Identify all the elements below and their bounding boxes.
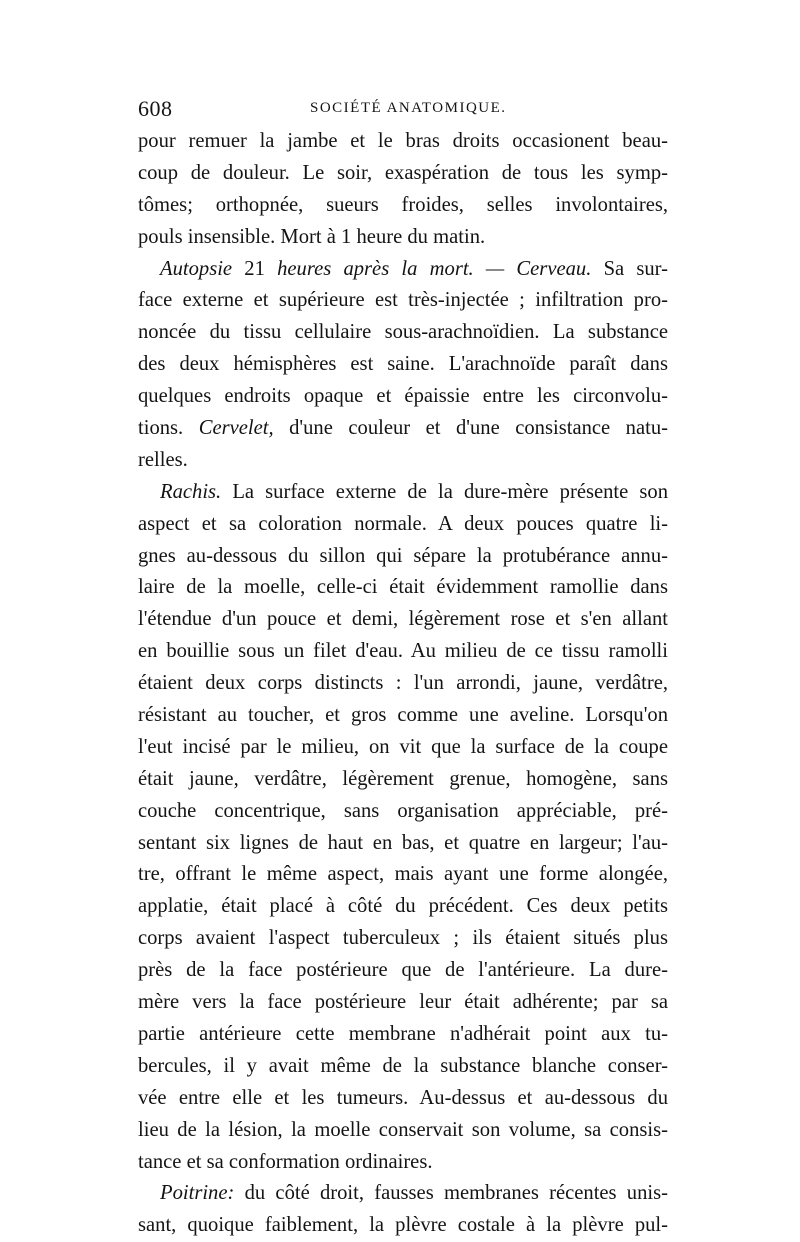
- text-line: corps avaient l'aspect tuberculeux ; ils étaient situés plus: [138, 927, 668, 950]
- text-line: tômes; orthopnée, sueurs froides, selles involontaires,: [138, 193, 668, 216]
- text-line: aspect et sa coloration normale. A deux pouces quatre li-: [138, 512, 668, 535]
- text-line: étaient deux corps distincts : l'un arrondi, jaune, verdâtre,: [138, 672, 668, 695]
- text-line: Poitrine: du côté droit, fausses membranes récentes unis-: [160, 1182, 668, 1205]
- body-text: [138, 126, 668, 1242]
- text-line: en bouillie sous un filet d'eau. Au milieu de ce tissu ramolli: [138, 640, 668, 663]
- text-line: noncée du tissu cellulaire sous-arachnoïdien. La substance: [138, 321, 668, 344]
- text-line: laire de la moelle, celle-ci était évidemment ramollie dans: [138, 576, 668, 599]
- text-line: vée entre elle et les tumeurs. Au-dessus et au-dessous du: [138, 1086, 668, 1109]
- running-head: SOCIÉTÉ ANATOMIQUE.: [310, 100, 507, 116]
- text-line: lieu de la lésion, la moelle conservait son volume, sa consis-: [138, 1118, 668, 1141]
- text-line: tance et sa conformation ordinaires.: [138, 1150, 433, 1173]
- text-line: sentant six lignes de haut en bas, et quatre en largeur; l'au-: [138, 831, 668, 854]
- text-line: gnes au-dessous du sillon qui sépare la protubérance annu-: [138, 544, 668, 567]
- text-line: des deux hémisphères est saine. L'arachnoïde paraît dans: [138, 353, 668, 376]
- text-line: couche concentrique, sans organisation appréciable, pré-: [138, 799, 668, 822]
- text-line: près de la face postérieure que de l'antérieure. La dure-: [138, 959, 668, 982]
- text-line: était jaune, verdâtre, légèrement grenue, homogène, sans: [138, 767, 668, 790]
- text-line: bercules, il y avait même de la substance blanche conser-: [138, 1054, 668, 1077]
- text-line: relles.: [138, 448, 188, 471]
- text-line: l'eut incisé par le milieu, on vit que la surface de la coupe: [138, 735, 668, 758]
- text-line: pour remuer la jambe et le bras droits occasionent beau-: [138, 130, 668, 152]
- text-line: face externe et supérieure est très-injectée ; infiltration pro-: [138, 289, 668, 312]
- text-line: partie antérieure cette membrane n'adhérait point aux tu-: [138, 1022, 668, 1045]
- page-number: 608: [138, 96, 173, 121]
- page-header: [138, 96, 668, 126]
- text-line: sant, quoique faiblement, la plèvre costale à la plèvre pul-: [138, 1214, 668, 1237]
- text-line: coup de douleur. Le soir, exaspération de tous les symp-: [138, 161, 668, 184]
- text-line: tions. Cervelet, d'une couleur et d'une consistance natu-: [138, 417, 668, 440]
- text-line: quelques endroits opaque et épaissie entre les circonvolu-: [138, 385, 668, 408]
- text-line: applatie, était placé à côté du précédent. Ces deux petits: [138, 895, 668, 918]
- text-line: mère vers la face postérieure leur était adhérente; par sa: [138, 991, 668, 1014]
- text-line: pouls insensible. Mort à 1 heure du matin.: [138, 225, 486, 248]
- text-line: Autopsie 21 heures après la mort. — Cerveau. Sa sur-: [160, 257, 668, 280]
- text-line: tre, offrant le même aspect, mais ayant une forme alongée,: [138, 863, 668, 886]
- text-line: résistant au toucher, et gros comme une aveline. Lorsqu'on: [138, 704, 668, 727]
- text-line: l'étendue d'un pouce et demi, légèrement rose et s'en allant: [138, 608, 668, 631]
- text-line: Rachis. La surface externe de la dure-mère présente son: [160, 480, 668, 503]
